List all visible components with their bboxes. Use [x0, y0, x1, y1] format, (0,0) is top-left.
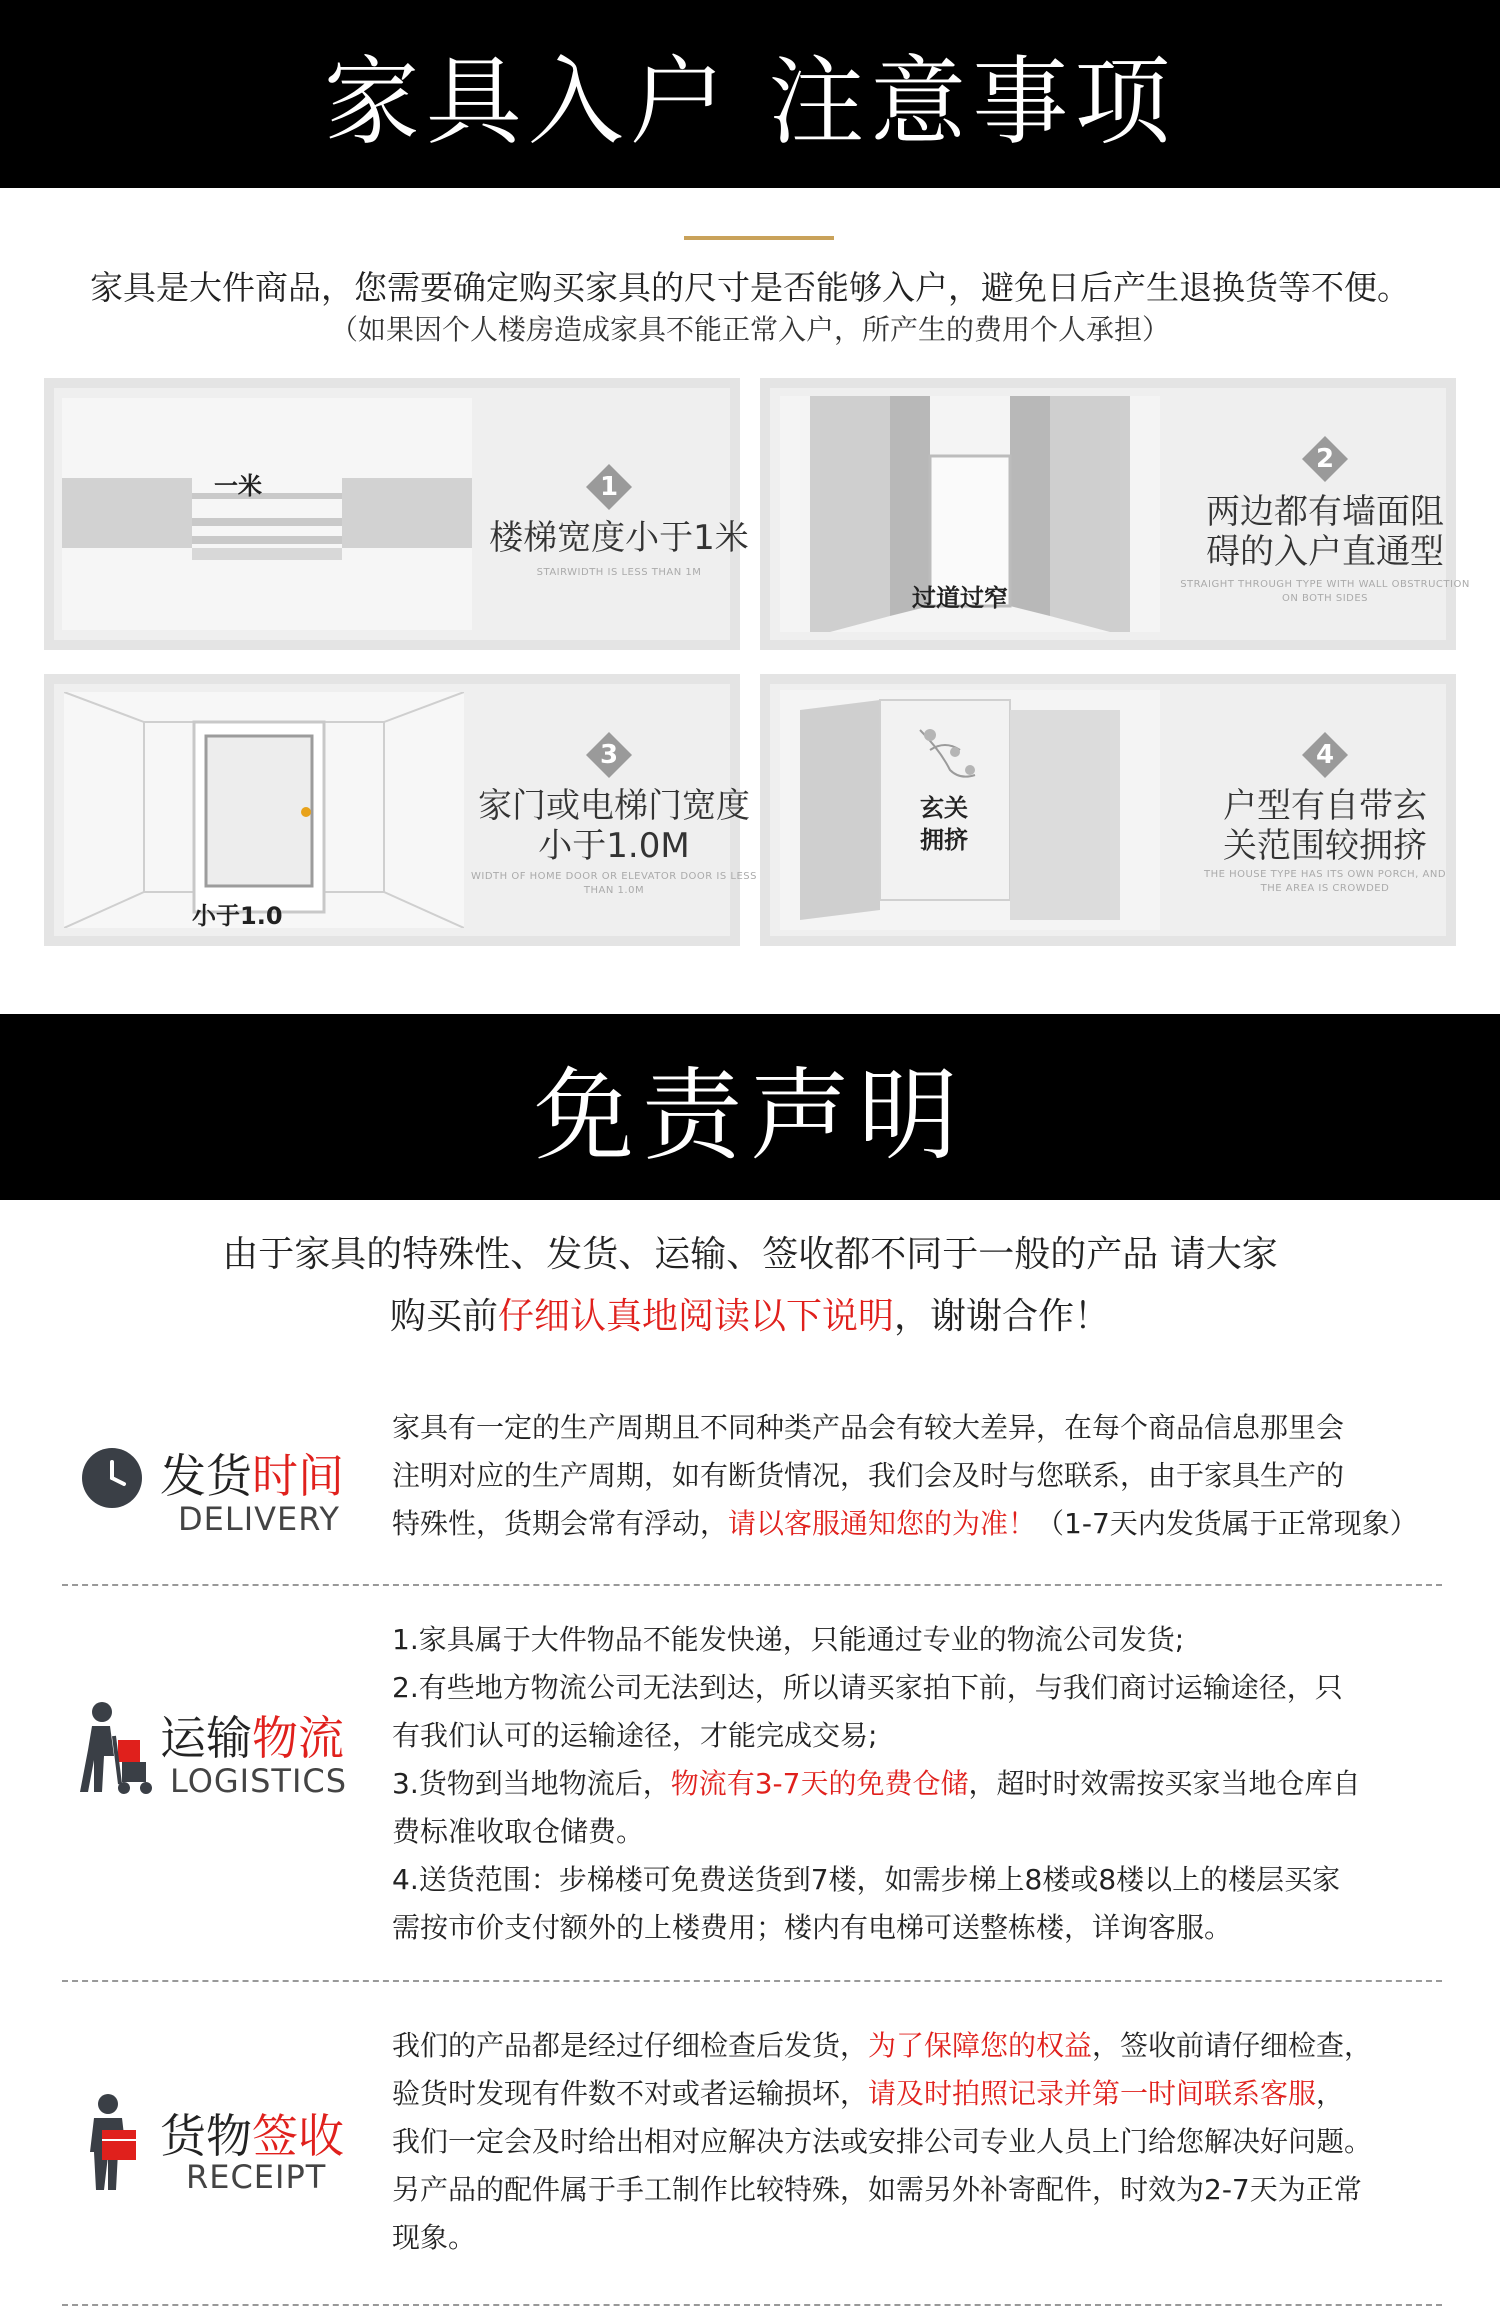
body-text: （1-7天内发货属于正常现象）: [1036, 1507, 1418, 1540]
body-text: 家具有一定的生产周期且不同种类产品会有较大差异，在每个商品信息那里会: [392, 1411, 1345, 1444]
header-disclaimer-title: 免责声明: [534, 1057, 966, 1174]
body-text: 3.货物到当地物流后，: [392, 1767, 671, 1800]
body-text: 1.家具属于大件物品不能发快递，只能通过专业的物流公司发货;: [392, 1623, 1185, 1656]
card-label: 玄关 拥挤: [920, 794, 968, 854]
card-subtitle: STRAIGHT THROUGH TYPE WITH WALL OBSTRUCTION ON BOTH SIDES: [1180, 579, 1470, 604]
card-label: 一米: [214, 472, 262, 500]
highlight-text: 物流有3-7天的免费仓储: [670, 1767, 969, 1800]
section-body-delivery: [392, 1404, 1442, 1548]
card-title: 家门或电梯门宽度 小于1.0M: [478, 786, 750, 866]
body-text: 另产品的配件属于手工制作比较特殊，如需另外补寄配件，时效为2-7天为正常: [392, 2173, 1362, 2206]
intro-line-1: 家具是大件商品，您需要确定购买家具的尺寸是否能够入户，避免日后产生退换货等不便。: [90, 268, 1410, 307]
body-line: [392, 1904, 1442, 1952]
section-body-receipt: [392, 2022, 1442, 2262]
body-text: 我们一定会及时给出相对应解决方法或安排公司专业人员上门给您解决好问题。: [392, 2125, 1373, 2158]
body-line: [392, 1856, 1442, 1904]
body-line: [392, 2166, 1442, 2214]
delivery-person-icon: [74, 1700, 158, 1796]
body-line: [392, 2022, 1442, 2070]
section-en-delivery: DELIVERY: [178, 1500, 340, 1538]
body-text: 特殊性，货期会常有浮动，: [392, 1507, 729, 1540]
body-line: [392, 2118, 1442, 2166]
highlight-text: 为了保障您的权益: [868, 2029, 1093, 2062]
body-text: 注明对应的生产周期，如有断货情况，我们会及时与您联系，由于家具生产的: [392, 1459, 1345, 1492]
clock-icon: [80, 1446, 144, 1510]
body-text: 验货时发现有件数不对或者运输损坏，: [392, 2077, 869, 2110]
gold-divider: [684, 236, 834, 240]
card-crowded-porch: [760, 674, 1456, 946]
card-narrow-corridor: [760, 378, 1470, 650]
stair-illustration-icon: [62, 398, 472, 630]
card-label: 过道过窄: [912, 584, 1008, 612]
body-text: ，超时时效需按买家当地仓库自: [968, 1767, 1361, 1800]
body-line: [392, 1452, 1442, 1500]
card-subtitle: STAIRWIDTH IS LESS THAN 1M: [536, 567, 702, 578]
card-subtitle: WIDTH OF HOME DOOR OR ELEVATOR DOOR IS LESS THAN 1.0M: [471, 871, 757, 896]
section-en-receipt: RECEIPT: [186, 2158, 327, 2196]
card-stair-width: [44, 378, 749, 650]
body-text: 现象。: [392, 2221, 477, 2254]
body-text: 我们的产品都是经过仔细检查后发货，: [392, 2029, 869, 2062]
body-line: [392, 2070, 1442, 2118]
header-notice-title: 家具入户 注意事项: [323, 45, 1177, 158]
header-disclaimer: [0, 1014, 1500, 1200]
section-title-receipt: 货物签收: [160, 2109, 344, 2163]
card-title: 两边都有墙面阻 碍的入户直通型: [1206, 492, 1444, 572]
badge-number: 2: [1300, 434, 1350, 484]
section-body-logistics: [392, 1616, 1442, 1952]
card-door-width: [44, 674, 757, 946]
body-text: 4.送货范围：步梯楼可免费送货到7楼，如需步梯上8楼或8楼以上的楼层买家: [392, 1863, 1341, 1896]
section-title-delivery: 发货时间: [160, 1449, 344, 1503]
body-line: [392, 1712, 1442, 1760]
badge-number: 4: [1300, 730, 1350, 780]
section-en-logistics: LOGISTICS: [170, 1762, 348, 1800]
section-title-logistics: 运输物流: [160, 1711, 344, 1765]
badge-number: 1: [584, 462, 634, 512]
card-label: 小于1.0: [192, 902, 283, 930]
badge-number: 3: [584, 730, 634, 780]
dashed-divider: [62, 1980, 1442, 1982]
header-notice: [0, 0, 1500, 188]
porch-illustration-icon: [780, 690, 1160, 930]
dashed-divider: [62, 2304, 1442, 2306]
body-text: ，: [1316, 2077, 1345, 2110]
highlight-text: 请以客服通知您的为准！: [728, 1507, 1037, 1540]
disclaimer-intro-line-1: 由于家具的特殊性、发货、运输、签收都不同于一般的产品 请大家: [222, 1234, 1278, 1275]
package-person-icon: [82, 2092, 142, 2192]
body-text: 有我们认可的运输途径，才能完成交易;: [392, 1719, 878, 1752]
card-subtitle: THE HOUSE TYPE HAS ITS OWN PORCH, AND THE AREA IS CROWDED: [1203, 869, 1447, 894]
body-text: 2.有些地方物流公司无法到达，所以请买家拍下前，与我们商讨运输途径，只: [392, 1671, 1343, 1704]
disclaimer-intro-line-2: 购买前仔细认真地阅读以下说明，谢谢合作！: [389, 1296, 1111, 1337]
body-line: [392, 1404, 1442, 1452]
dashed-divider: [62, 1584, 1442, 1586]
body-line: [392, 1616, 1442, 1664]
door-illustration-icon: [64, 692, 464, 928]
body-text: 费标准收取仓储费。: [392, 1815, 645, 1848]
body-line: [392, 1664, 1442, 1712]
intro-line-2: （如果因个人楼房造成家具不能正常入户，所产生的费用个人承担）: [329, 313, 1170, 346]
card-title: 楼梯宽度小于1米: [489, 518, 749, 558]
body-line: [392, 1808, 1442, 1856]
highlight-text: 请及时拍照记录并第一时间联系客服: [868, 2077, 1317, 2110]
card-title: 户型有自带玄 关范围较拥挤: [1223, 786, 1427, 866]
body-text: ，签收前请仔细检查，: [1092, 2029, 1373, 2062]
body-line: [392, 1500, 1442, 1548]
body-line: [392, 2214, 1442, 2262]
body-text: 需按市价支付额外的上楼费用；楼内有电梯可送整栋楼，详询客服。: [392, 1911, 1233, 1944]
body-line: [392, 1760, 1442, 1808]
